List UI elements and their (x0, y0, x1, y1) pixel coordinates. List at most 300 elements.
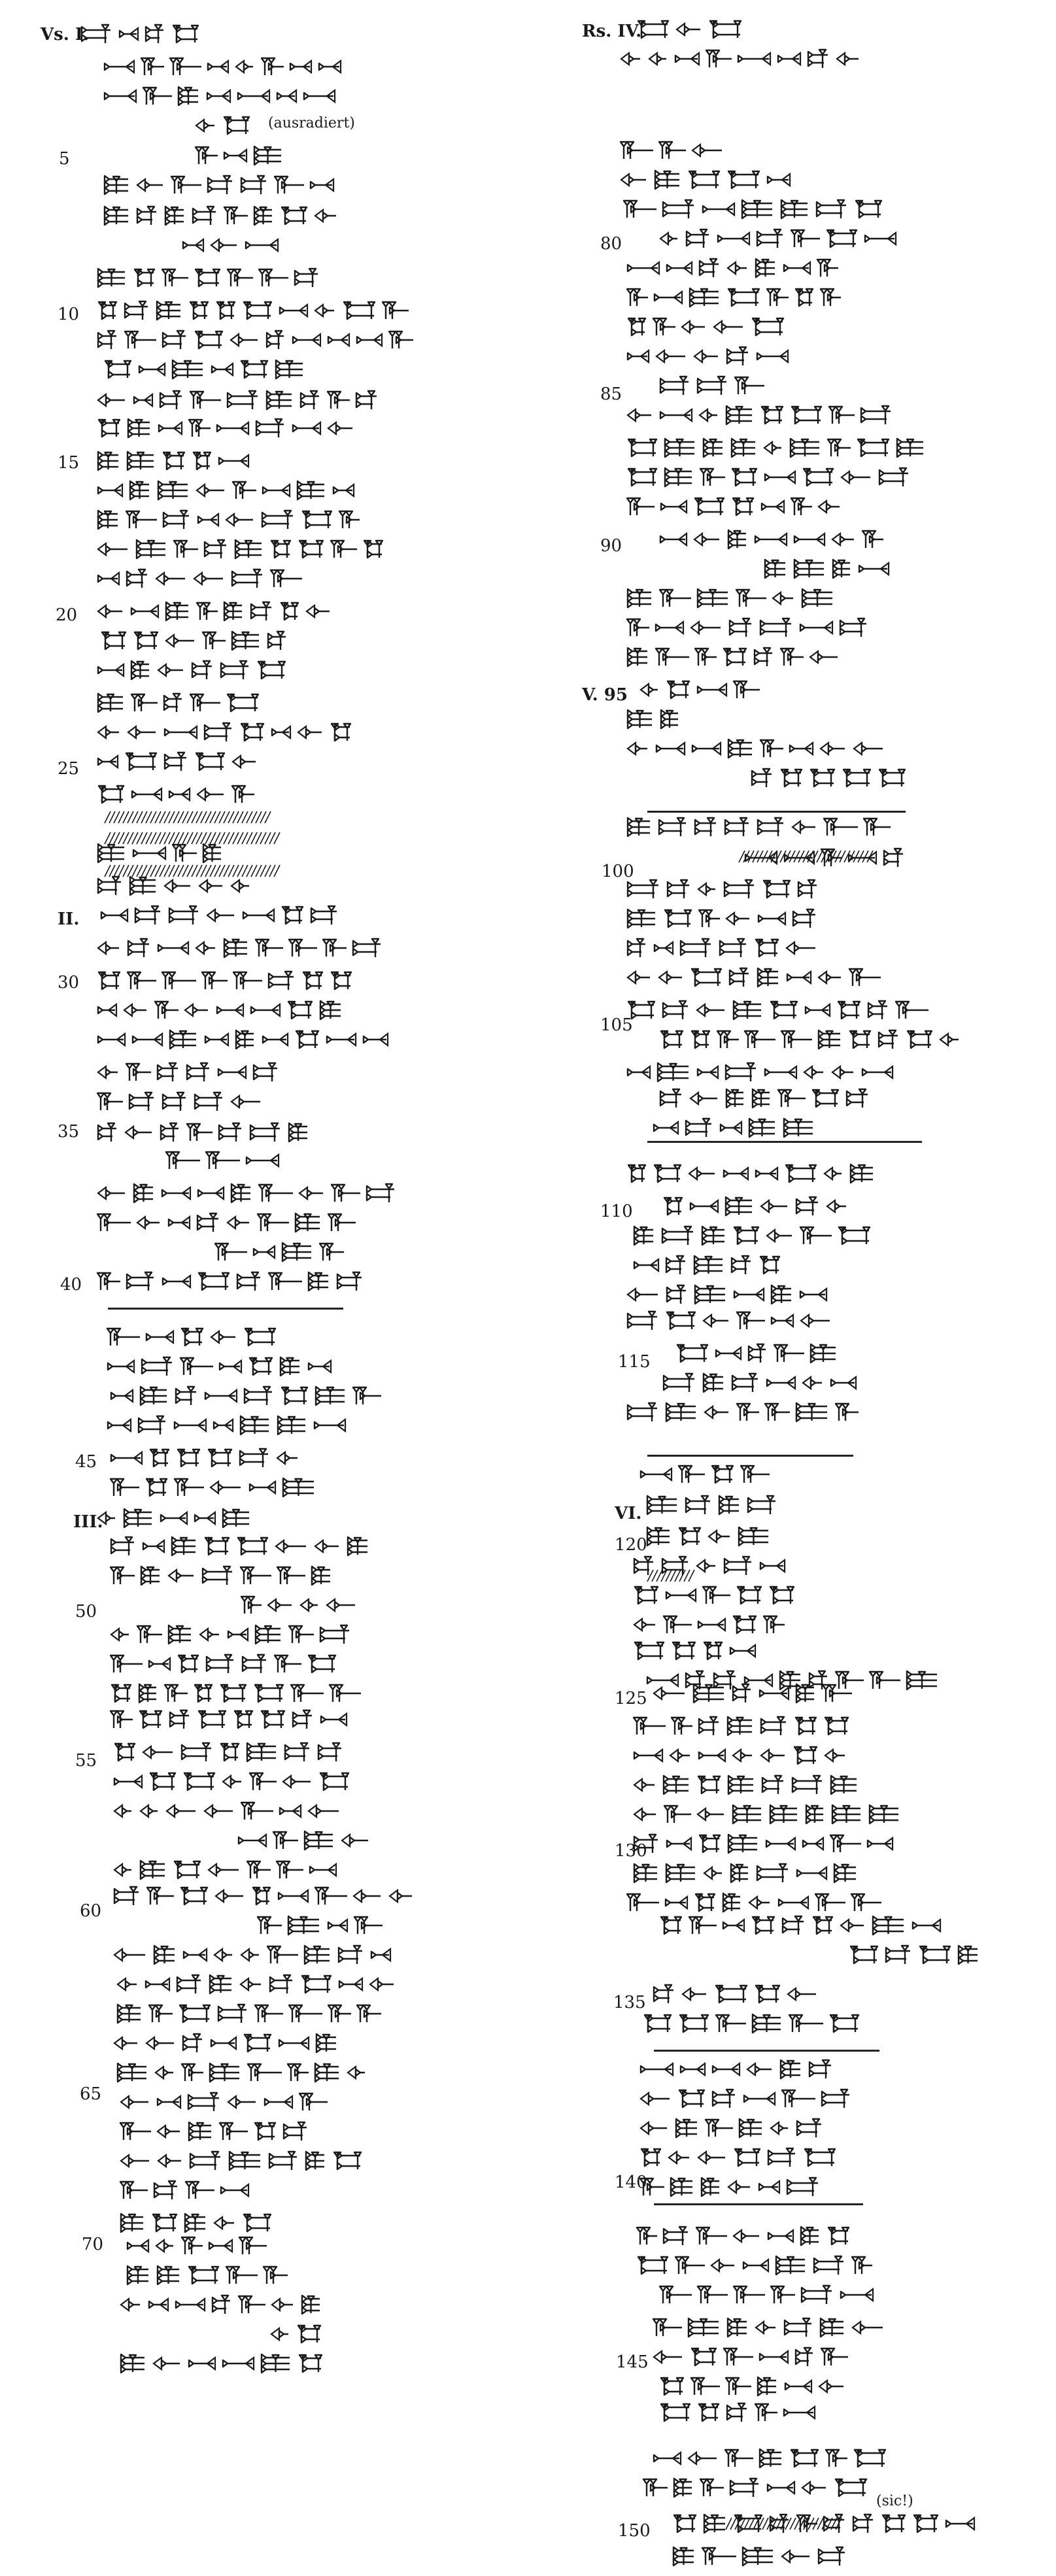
cuneiform-sign (137, 1217, 160, 1229)
cuneiform-sign (699, 1717, 719, 1735)
cuneiform-sign (734, 1289, 764, 1300)
cuneiform-sign (221, 1685, 246, 1702)
cuneiform-sign (332, 724, 350, 741)
cuneiform-sign (831, 1776, 857, 1794)
cuneiform-sign (154, 1946, 175, 1964)
cuneiform-sign (131, 694, 158, 711)
cuneiform-sign (627, 1894, 659, 1911)
cuneiform-sign (311, 179, 333, 191)
cuneiform-sign (337, 1272, 362, 1291)
cuneiform-sign (659, 972, 682, 983)
cuneiform-sign (661, 2404, 690, 2421)
cuneiform-sign (167, 1805, 196, 1817)
cuneiform-sign (786, 1165, 816, 1182)
cuneiform-sign (209, 2240, 232, 2252)
cuneiform-sign (108, 1419, 131, 1431)
cuneiform-sign (334, 2152, 361, 2169)
cuneiform-sign (641, 1468, 672, 1480)
cuneiform-sign (728, 530, 746, 549)
cuneiform-sign (303, 511, 332, 528)
cuneiform-sign (728, 739, 752, 758)
cuneiform-sign (224, 939, 247, 957)
cuneiform-sign (663, 1001, 688, 1019)
cuneiform-sign (146, 25, 163, 43)
cuneiform-sign (114, 1887, 139, 1905)
cuneiform-sign (804, 469, 833, 486)
cuneiform-sign (159, 422, 182, 434)
cuneiform-sign (680, 2015, 708, 2032)
cuneiform-sign (802, 589, 832, 607)
cuneiform-sign (353, 939, 381, 957)
cuneiform-sign (868, 1001, 887, 1019)
cuneiform-sign (166, 602, 188, 620)
cuneiform-sign (289, 1626, 314, 1643)
cuneiform-sign (262, 511, 293, 529)
cuneiform-sign (215, 1244, 247, 1261)
cuneiform-sign (734, 681, 760, 698)
cuneiform-sign (785, 2318, 811, 2337)
cuneiform-sign (328, 392, 350, 409)
cuneiform-sign (755, 648, 772, 666)
cuneiform-sign (280, 1805, 301, 1817)
cuneiform-sign (730, 968, 749, 987)
erased-line (105, 832, 280, 844)
cuneiform-sign (298, 481, 324, 500)
cuneiform-sign (897, 439, 923, 457)
cuneiform-sign (158, 942, 188, 954)
cuneiform-sign (128, 2266, 148, 2284)
section-label-v-95: V. 95 (582, 685, 628, 705)
cuneiform-sign (728, 1776, 753, 1794)
cuneiform-sign (114, 1864, 131, 1876)
cuneiform-sign (851, 1894, 881, 1911)
cuneiform-sign (879, 468, 908, 486)
cuneiform-sign (791, 230, 820, 247)
cuneiform-sign (666, 1897, 687, 1908)
cuneiform-sign (210, 2063, 239, 2082)
cuneiform-sign (211, 1482, 241, 1493)
line-number-30: 30 (58, 973, 80, 992)
cuneiform-sign (298, 726, 322, 738)
cuneiform-sign (156, 573, 185, 585)
cuneiform-sign (246, 239, 278, 251)
cuneiform-sign (666, 1256, 685, 1274)
cuneiform-sign (698, 1066, 718, 1078)
cuneiform-sign (354, 1917, 383, 1934)
cuneiform-sign (262, 1711, 284, 1728)
cuneiform-sign (133, 1034, 162, 1045)
cuneiform-sign (645, 2015, 671, 2032)
cuneiform-sign (655, 171, 679, 189)
cuneiform-sign (269, 1273, 302, 1290)
cuneiform-sign (194, 452, 211, 469)
line-number-35: 35 (58, 1122, 80, 1142)
cuneiform-sign (768, 2148, 795, 2167)
cuneiform-sign (698, 589, 728, 607)
cuneiform-sign (112, 1685, 131, 1702)
cuneiform-sign (832, 534, 854, 545)
cuneiform-sign (828, 439, 851, 456)
cuneiform-sign (367, 1184, 394, 1202)
cuneiform-sign (742, 200, 772, 218)
cuneiform-sign (130, 877, 156, 895)
cuneiform-sign (320, 1001, 341, 1019)
cuneiform-sign (289, 1123, 307, 1142)
line-number-55: 55 (75, 1751, 97, 1771)
cuneiform-sign (704, 439, 723, 457)
cuneiform-sign (348, 2067, 365, 2078)
cuneiform-sign (259, 269, 288, 286)
cuneiform-sign (679, 1466, 705, 1483)
cuneiform-sign (792, 1776, 822, 1794)
cuneiform-sign (154, 2181, 177, 2199)
cuneiform-sign (831, 1377, 856, 1389)
cuneiform-sign (183, 2034, 202, 2052)
cuneiform-sign (782, 2551, 809, 2562)
cuneiform-sign (661, 1917, 681, 1934)
cuneiform-sign (190, 392, 221, 409)
cuneiform-sign (370, 1978, 394, 1990)
cuneiform-sign (147, 1888, 174, 1905)
cuneiform-sign (728, 1835, 757, 1853)
ruling-line (647, 811, 906, 813)
line-number-70: 70 (82, 2235, 104, 2254)
cuneiform-sign (698, 377, 726, 395)
cuneiform-sign (169, 1625, 191, 1644)
cuneiform-sign (267, 1946, 298, 1963)
cuneiform-sign (862, 1066, 893, 1078)
cuneiform-sign (165, 753, 186, 771)
cuneiform-sign (687, 229, 709, 248)
cuneiform-sign (158, 664, 183, 676)
cuneiform-sign (232, 569, 262, 588)
cuneiform-sign (107, 1329, 140, 1346)
cuneiform-sign (802, 2286, 832, 2304)
cuneiform-sign (316, 1387, 345, 1405)
cuneiform-sign (698, 2286, 728, 2303)
cuneiform-sign (747, 2063, 772, 2075)
cuneiform-sign (328, 1920, 347, 1931)
cuneiform-sign (664, 1616, 692, 1633)
cuneiform-sign (628, 743, 647, 754)
cuneiform-sign (637, 2228, 657, 2245)
cuneiform-sign (217, 1004, 243, 1016)
cuneiform-sign (695, 498, 724, 515)
cuneiform-sign (803, 1377, 822, 1389)
cuneiform-sign (299, 1187, 323, 1199)
cuneiform-sign (98, 1187, 125, 1199)
cuneiform-sign (756, 1986, 779, 2003)
cuneiform-sign (732, 469, 757, 486)
cuneiform-sign (244, 2214, 271, 2231)
cuneiform-sign (665, 468, 692, 486)
cuneiform-sign (826, 2450, 847, 2467)
cuneiform-sign (251, 1004, 280, 1016)
cuneiform-sign (98, 543, 128, 555)
cuneiform-sign (98, 1004, 116, 1016)
cuneiform-sign (277, 1861, 303, 1878)
cuneiform-sign (283, 1776, 311, 1788)
cuneiform-sign (797, 1867, 826, 1879)
cuneiform-sign (186, 2182, 214, 2199)
cuneiform-sign (305, 1831, 333, 1850)
cuneiform-sign (170, 1710, 189, 1729)
cuneiform-sign (628, 939, 645, 957)
cuneiform-sign (190, 302, 208, 319)
cuneiform-sign (681, 2063, 705, 2075)
line-number-130: 130 (615, 1841, 647, 1861)
cuneiform-sign (250, 1123, 280, 1142)
cuneiform-sign (305, 1946, 330, 1964)
cuneiform-sign (276, 1540, 306, 1552)
cuneiform-sign (856, 201, 881, 218)
cuneiform-sign (97, 1273, 120, 1290)
cuneiform-sign (734, 1001, 761, 1019)
cuneiform-sign (197, 484, 224, 496)
cuneiform-sign (170, 58, 201, 75)
cuneiform-sign (726, 1063, 756, 1081)
cuneiform-sign (753, 318, 783, 335)
cuneiform-sign (146, 1978, 169, 1990)
cuneiform-sign (679, 2090, 704, 2107)
cuneiform-sign (852, 2257, 872, 2274)
cuneiform-sign (296, 1213, 320, 1232)
cuneiform-sign (726, 1089, 743, 1108)
cuneiform-sign (139, 1416, 165, 1434)
cuneiform-sign (655, 1165, 681, 1182)
cuneiform-sign (131, 605, 158, 617)
cuneiform-sign (830, 1835, 861, 1852)
cuneiform-sign (162, 269, 188, 286)
cuneiform-sign (736, 590, 766, 607)
cuneiform-sign (819, 2381, 843, 2392)
cuneiform-sign (702, 2548, 736, 2565)
cuneiform-sign (806, 1004, 830, 1016)
cuneiform-sign (241, 724, 264, 741)
cuneiform-sign (158, 481, 188, 500)
cuneiform-sign (726, 406, 752, 424)
cuneiform-sign (655, 292, 682, 303)
cuneiform-sign (250, 1482, 275, 1493)
cuneiform-sign (221, 1744, 239, 1761)
cuneiform-sign (339, 1978, 362, 1990)
cuneiform-sign (277, 1567, 305, 1584)
cuneiform-sign (111, 1452, 142, 1464)
cuneiform-sign (236, 61, 253, 73)
cuneiform-sign (245, 1387, 272, 1405)
cuneiform-sign (150, 1449, 169, 1466)
cuneiform-sign (757, 350, 788, 362)
cuneiform-sign (663, 200, 694, 218)
cuneiform-sign (256, 940, 283, 957)
cuneiform-sign (681, 939, 711, 957)
cuneiform-sign (660, 2286, 692, 2303)
cuneiform-sign (768, 2482, 794, 2494)
cuneiform-sign (171, 177, 201, 194)
cuneiform-sign (734, 1227, 758, 1244)
cuneiform-sign (791, 498, 812, 515)
cuneiform-sign (634, 1864, 657, 1882)
cuneiform-sign (864, 819, 891, 836)
cuneiform-sign (245, 1329, 275, 1346)
cuneiform-sign (690, 1200, 718, 1212)
cuneiform-sign (271, 541, 290, 558)
cuneiform-sign (142, 1357, 172, 1376)
cuneiform-sign (371, 1949, 390, 1961)
cuneiform-sign (717, 1031, 739, 1048)
cuneiform-sign (692, 969, 721, 986)
cuneiform-sign (332, 1185, 360, 1202)
cuneiform-sign (310, 1864, 336, 1876)
cuneiform-sign (269, 2152, 297, 2170)
cuneiform-sign (787, 942, 815, 954)
cuneiform-sign (277, 90, 296, 102)
cuneiform-sign (309, 1272, 328, 1291)
cuneiform-sign (796, 1718, 816, 1735)
cuneiform-sign (296, 1031, 318, 1048)
cuneiform-sign (704, 2515, 725, 2533)
cuneiform-sign (203, 1567, 232, 1585)
cuneiform-sign (724, 649, 746, 666)
cuneiform-sign (682, 321, 705, 333)
cuneiform-sign (725, 2450, 753, 2467)
cuneiform-sign (802, 2482, 826, 2494)
cuneiform-sign (154, 2358, 180, 2369)
cuneiform-sign (913, 1920, 940, 1931)
cuneiform-sign (700, 469, 725, 486)
cuneiform-sign (323, 940, 347, 957)
cuneiform-sign (268, 632, 286, 650)
cuneiform-sign (195, 1093, 222, 1111)
cuneiform-sign (126, 753, 156, 770)
cuneiform-sign (258, 1214, 289, 1231)
cuneiform-sign (175, 1861, 200, 1878)
cuneiform-sign (166, 635, 194, 647)
cuneiform-sign (710, 21, 741, 38)
cuneiform-sign (140, 1711, 162, 1728)
cuneiform-sign (330, 1685, 361, 1702)
cuneiform-sign (205, 1034, 228, 1045)
cuneiform-sign (661, 710, 678, 728)
cuneiform-sign (189, 420, 211, 437)
cuneiform-sign (667, 1312, 695, 1329)
cuneiform-sign (179, 87, 198, 105)
cuneiform-sign (228, 1629, 248, 1640)
cuneiform-sign (884, 849, 903, 867)
cuneiform-sign (699, 910, 720, 927)
cuneiform-sign (299, 2093, 328, 2110)
cuneiform-sign (293, 1710, 312, 1729)
cuneiform-sign (224, 117, 249, 134)
cuneiform-sign (239, 2296, 265, 2313)
cuneiform-sign (149, 2005, 173, 2022)
cuneiform-sign (647, 1496, 677, 1514)
line-number-45: 45 (75, 1452, 97, 1472)
cuneiform-sign (868, 1838, 893, 1850)
cuneiform-sign (779, 1897, 808, 1908)
cuneiform-sign (231, 1184, 250, 1202)
cuneiform-sign (634, 1227, 653, 1245)
cuneiform-sign (218, 2005, 247, 2023)
cuneiform-sign (665, 439, 694, 457)
cuneiform-sign (817, 200, 846, 218)
cuneiform-sign (256, 419, 284, 437)
cuneiform-sign (193, 207, 216, 225)
cuneiform-sign (760, 740, 783, 757)
cuneiform-sign (189, 2122, 211, 2141)
cuneiform-sign (628, 710, 652, 728)
cuneiform-sign (697, 1004, 724, 1016)
cuneiform-sign (728, 2318, 747, 2337)
cuneiform-sign (824, 819, 858, 836)
cuneiform-sign (279, 2037, 309, 2049)
cuneiform-sign (196, 120, 214, 131)
cuneiform-sign (726, 913, 749, 924)
cuneiform-sign (908, 1031, 932, 1048)
cuneiform-sign (327, 1599, 355, 1611)
cuneiform-sign (828, 2228, 849, 2245)
cuneiform-sign (698, 883, 715, 895)
cuneiform-sign (781, 1031, 812, 1048)
cuneiform-sign (333, 484, 354, 496)
cuneiform-sign (192, 661, 212, 679)
cuneiform-sign (248, 2064, 282, 2081)
cuneiform-sign (198, 514, 218, 526)
cuneiform-sign (262, 58, 284, 75)
cuneiform-sign (673, 1642, 695, 1659)
cuneiform-sign (767, 1377, 795, 1389)
cuneiform-sign (128, 2240, 148, 2252)
cuneiform-sign (628, 1403, 657, 1421)
cuneiform-sign (699, 1750, 725, 1761)
cuneiform-sign (621, 174, 646, 186)
cuneiform-sign (670, 1750, 690, 1761)
cuneiform-sign (728, 289, 759, 306)
cuneiform-sign (843, 770, 870, 787)
cuneiform-sign (309, 1655, 335, 1672)
cuneiform-sign (660, 534, 687, 545)
cuneiform-sign (709, 1531, 730, 1542)
cuneiform-sign (120, 2123, 151, 2140)
cuneiform-sign (654, 2351, 682, 2363)
cuneiform-sign (233, 972, 262, 989)
cuneiform-sign (254, 1063, 277, 1081)
cuneiform-sign (664, 1374, 694, 1392)
cuneiform-sign (124, 1509, 152, 1527)
line-number-25: 25 (58, 759, 80, 779)
cuneiform-sign (716, 1347, 741, 1359)
cuneiform-sign (115, 1744, 135, 1761)
cuneiform-sign (628, 1312, 657, 1330)
cuneiform-sign (668, 880, 689, 898)
cuneiform-sign (121, 2096, 148, 2108)
cuneiform-sign (97, 1214, 131, 1231)
line-number-40: 40 (60, 1275, 82, 1295)
cuneiform-sign (700, 1835, 720, 1852)
cuneiform-sign (628, 1289, 658, 1300)
cuneiform-sign (627, 289, 648, 306)
cuneiform-sign (241, 1978, 261, 1990)
annotation-ausradiert: (ausradiert) (268, 115, 355, 131)
cuneiform-sign (213, 2296, 230, 2314)
cuneiform-sign (124, 1004, 146, 1016)
cuneiform-sign (704, 1867, 722, 1879)
cuneiform-sign (770, 1805, 797, 1823)
cuneiform-sign (664, 1198, 682, 1215)
cuneiform-sign (173, 845, 197, 862)
cuneiform-sign (841, 2289, 873, 2301)
cuneiform-sign (105, 207, 128, 225)
